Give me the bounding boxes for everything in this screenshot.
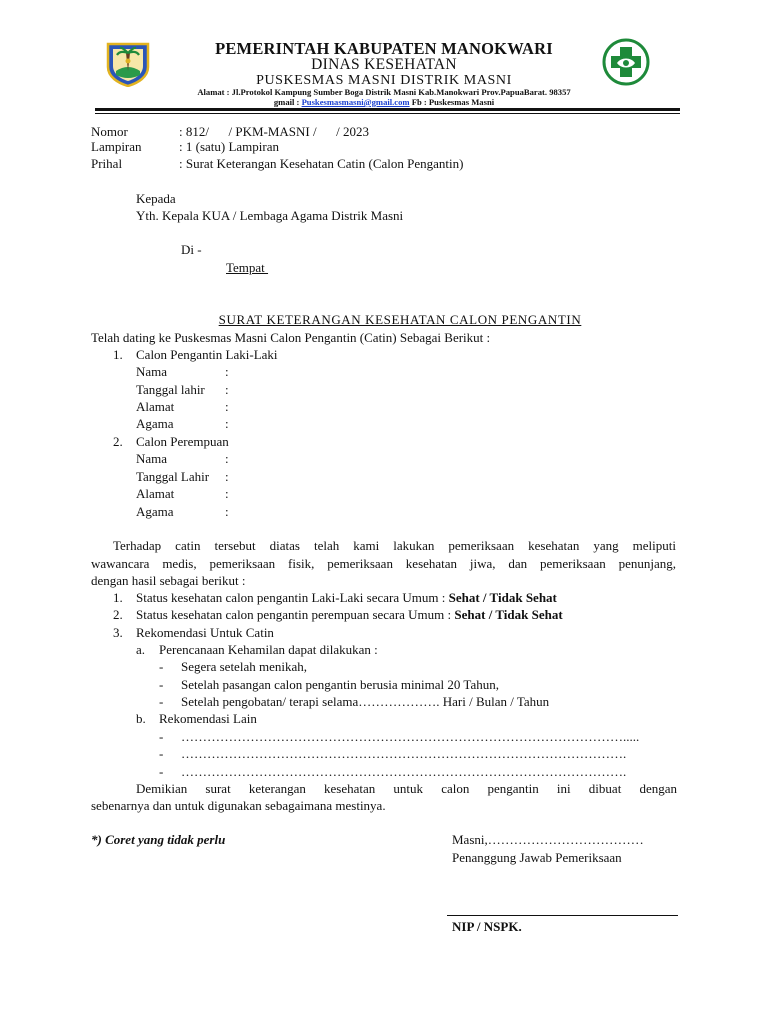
list-dash: -	[159, 659, 164, 674]
bride-heading: Calon Perempuan	[136, 434, 229, 449]
list-dash: -	[159, 764, 164, 779]
groom-field-label: Tanggal lahir	[136, 382, 205, 397]
groom-field-colon: :	[225, 399, 229, 414]
bride-field-colon: :	[225, 486, 229, 501]
groom-number: 1.	[113, 347, 123, 362]
letterhead-contact	[150, 97, 618, 107]
result-groom-status	[136, 589, 557, 606]
recommendation-blank-line: ………………………………………………………………………………………….....	[181, 729, 640, 744]
pregnancy-planning-heading: Perencanaan Kehamilan dapat dilakukan :	[159, 642, 378, 657]
paragraph-line: Terhadap catin tersebut diatas telah kami lakukan pemeriksaan kesehatan yang meliputi	[113, 538, 676, 553]
groom-field-colon: :	[225, 382, 229, 397]
paragraph-line: dengan hasil sebagai berikut :	[91, 573, 246, 588]
recommendation-blank-line: ………………………………………………………………………………………….	[181, 746, 627, 761]
nomor-label: Nomor	[91, 124, 128, 139]
list-dash: -	[159, 729, 164, 744]
kepada-text: Kepada	[136, 191, 176, 206]
pregnancy-option: Segera setelah menikah,	[181, 659, 307, 674]
signature-nip: NIP / NSPK.	[452, 919, 522, 934]
bride-number: 2.	[113, 434, 123, 449]
groom-field-colon: :	[225, 364, 229, 379]
intro-text: Telah dating ke Puskesmas Masni Calon Pengantin (Catin) Sebagai Berikut :	[91, 330, 491, 345]
prihal-value: : Surat Keterangan Kesehatan Catin (Calon Pengantin)	[179, 156, 464, 171]
signature-place-date: Masni,………………………………	[452, 832, 644, 847]
strike-note: *) Coret yang tidak perlu	[91, 832, 226, 847]
result-number: 2.	[113, 607, 123, 622]
signature-role: Penanggung Jawab Pemeriksaan	[452, 850, 622, 865]
bride-field-label: Tanggal Lahir	[136, 469, 210, 484]
result-bride-text: Status kesehatan calon pengantin perempuan secara Umum :	[136, 607, 455, 622]
bride-field-colon: :	[225, 469, 229, 484]
letterhead-line1: PEMERINTAH KABUPATEN MANOKWARI	[215, 39, 553, 58]
paragraph-line: wawancara medis, pemeriksaan fisik, pemeriksaan kesehatan jiwa, dan pemeriksaan penunjang,	[91, 556, 676, 571]
result-bride-options: Sehat / Tidak Sehat	[454, 607, 563, 622]
sub-label-b: b.	[136, 711, 146, 726]
groom-field-colon: :	[225, 416, 229, 431]
kabupaten-emblem-icon	[104, 41, 152, 87]
letterhead-line3: PUSKESMAS MASNI DISTRIK MASNI	[256, 73, 512, 88]
list-dash: -	[159, 746, 164, 761]
letterhead-line2: DINAS KESEHATAN	[311, 56, 457, 73]
groom-heading: Calon Pengantin Laki-Laki	[136, 347, 278, 362]
closing-line: sebenarnya dan untuk digunakan sebagaimana mestinya.	[91, 798, 386, 813]
gmail-label: gmail :	[273, 97, 302, 107]
recipient-text: Yth. Kepala KUA / Lembaga Agama Distrik Masni	[136, 208, 404, 223]
signature-line	[447, 915, 678, 916]
puskesmas-logo-icon	[601, 38, 651, 86]
letterhead-rule-thin	[95, 113, 680, 114]
prihal-label: Prihal	[91, 156, 123, 171]
facebook-label: Fb : Puskesmas Masni	[409, 97, 495, 107]
di-text: Di -	[181, 242, 202, 257]
list-dash: -	[159, 677, 164, 692]
bride-field-colon: :	[225, 451, 229, 466]
groom-field-label: Alamat	[136, 399, 175, 414]
bride-field-label: Alamat	[136, 486, 175, 501]
list-dash: -	[159, 694, 164, 709]
closing-line: Demikian surat keterangan kesehatan untuk calon pengantin ini dibuat dengan	[136, 781, 677, 796]
result-number: 1.	[113, 590, 123, 605]
lampiran-label: Lampiran	[91, 139, 142, 154]
gmail-link[interactable]: Puskesmasmasni@gmail.com	[301, 97, 410, 107]
result-groom-options: Sehat / Tidak Sehat	[448, 590, 557, 605]
result-groom-text: Status kesehatan calon pengantin Laki-Laki secara Umum :	[136, 590, 449, 605]
recommendation-heading: Rekomendasi Untuk Catin	[136, 625, 274, 640]
letterhead-rule-thick	[95, 108, 680, 111]
result-bride-status	[136, 606, 563, 623]
result-number: 3.	[113, 625, 123, 640]
bride-field-colon: :	[225, 504, 229, 519]
bride-field-label: Nama	[136, 451, 168, 466]
sub-label-a: a.	[136, 642, 146, 657]
other-recommendation-heading: Rekomendasi Lain	[159, 711, 257, 726]
lampiran-value: : 1 (satu) Lampiran	[179, 139, 279, 154]
pregnancy-option: Setelah pengobatan/ terapi selama………………. Hari / Bulan / Tahun	[181, 694, 550, 709]
pregnancy-option: Setelah pasangan calon pengantin berusia minimal 20 Tahun,	[181, 677, 499, 692]
nomor-value: : 812/ / PKM-MASNI / / 2023	[179, 124, 369, 139]
letterhead-address: Alamat : Jl.Protokol Kampung Sumber Boga Distrik Masni Kab.Manokwari Prov.PapuaBarat. 98357	[197, 87, 571, 97]
document-title: SURAT KETERANGAN KESEHATAN CALON PENGANTIN	[218, 312, 582, 327]
recommendation-blank-line: ………………………………………………………………………………………….	[181, 764, 627, 779]
bride-field-label: Agama	[136, 504, 174, 519]
tempat-text: Tempat	[226, 260, 269, 275]
groom-field-label: Agama	[136, 416, 174, 431]
groom-field-label: Nama	[136, 364, 168, 379]
